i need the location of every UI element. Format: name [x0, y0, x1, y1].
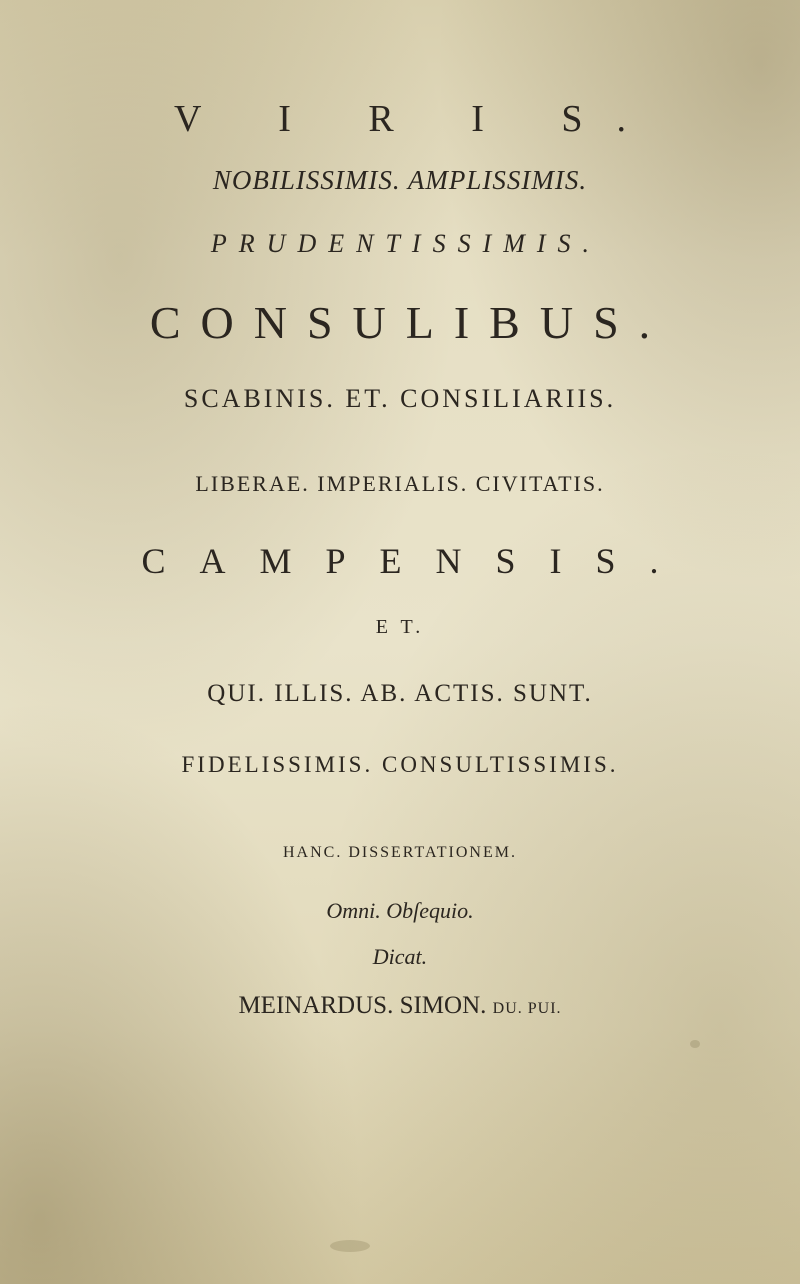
paper-stain [330, 1240, 370, 1252]
dedication-line-nobilissimis: NOBILISSIMIS. AMPLISSIMIS. [212, 165, 588, 195]
dedication-line-et: E T. [375, 616, 425, 638]
dedication-line-campensis: CAMPENSIS. [141, 541, 693, 581]
paper-stain [690, 1040, 700, 1048]
dedication-line-fidelissimis: FIDELISSIMIS. CONSULTISSIMIS. [181, 752, 619, 777]
dedication-line-qui: QUI. ILLIS. AB. ACTIS. SUNT. [207, 680, 593, 707]
dedication-line-scabinis: SCABINIS. ET. CONSILIARIIS. [183, 384, 617, 413]
dedication-line-consulibus: CONSULIBUS. [149, 297, 671, 348]
dedication-line-viris: V I R I S. [173, 98, 661, 140]
dedication-line-omni: Omni. Obſequio. [326, 898, 474, 923]
author-name: MEINARDUS. SIMON. [238, 992, 487, 1019]
author-signature [0, 993, 800, 1018]
dedication-line-dicat: Dicat. [372, 944, 428, 969]
dedication-line-liberae: LIBERAE. IMPERIALIS. CIVITATIS. [195, 471, 605, 496]
author-suffix: DU. PUI. [492, 1000, 562, 1017]
dedication-line-prudentissimis: PRUDENTISSIMIS. [210, 229, 602, 258]
dedication-line-hanc: HANC. DISSERTATIONEM. [283, 844, 517, 861]
